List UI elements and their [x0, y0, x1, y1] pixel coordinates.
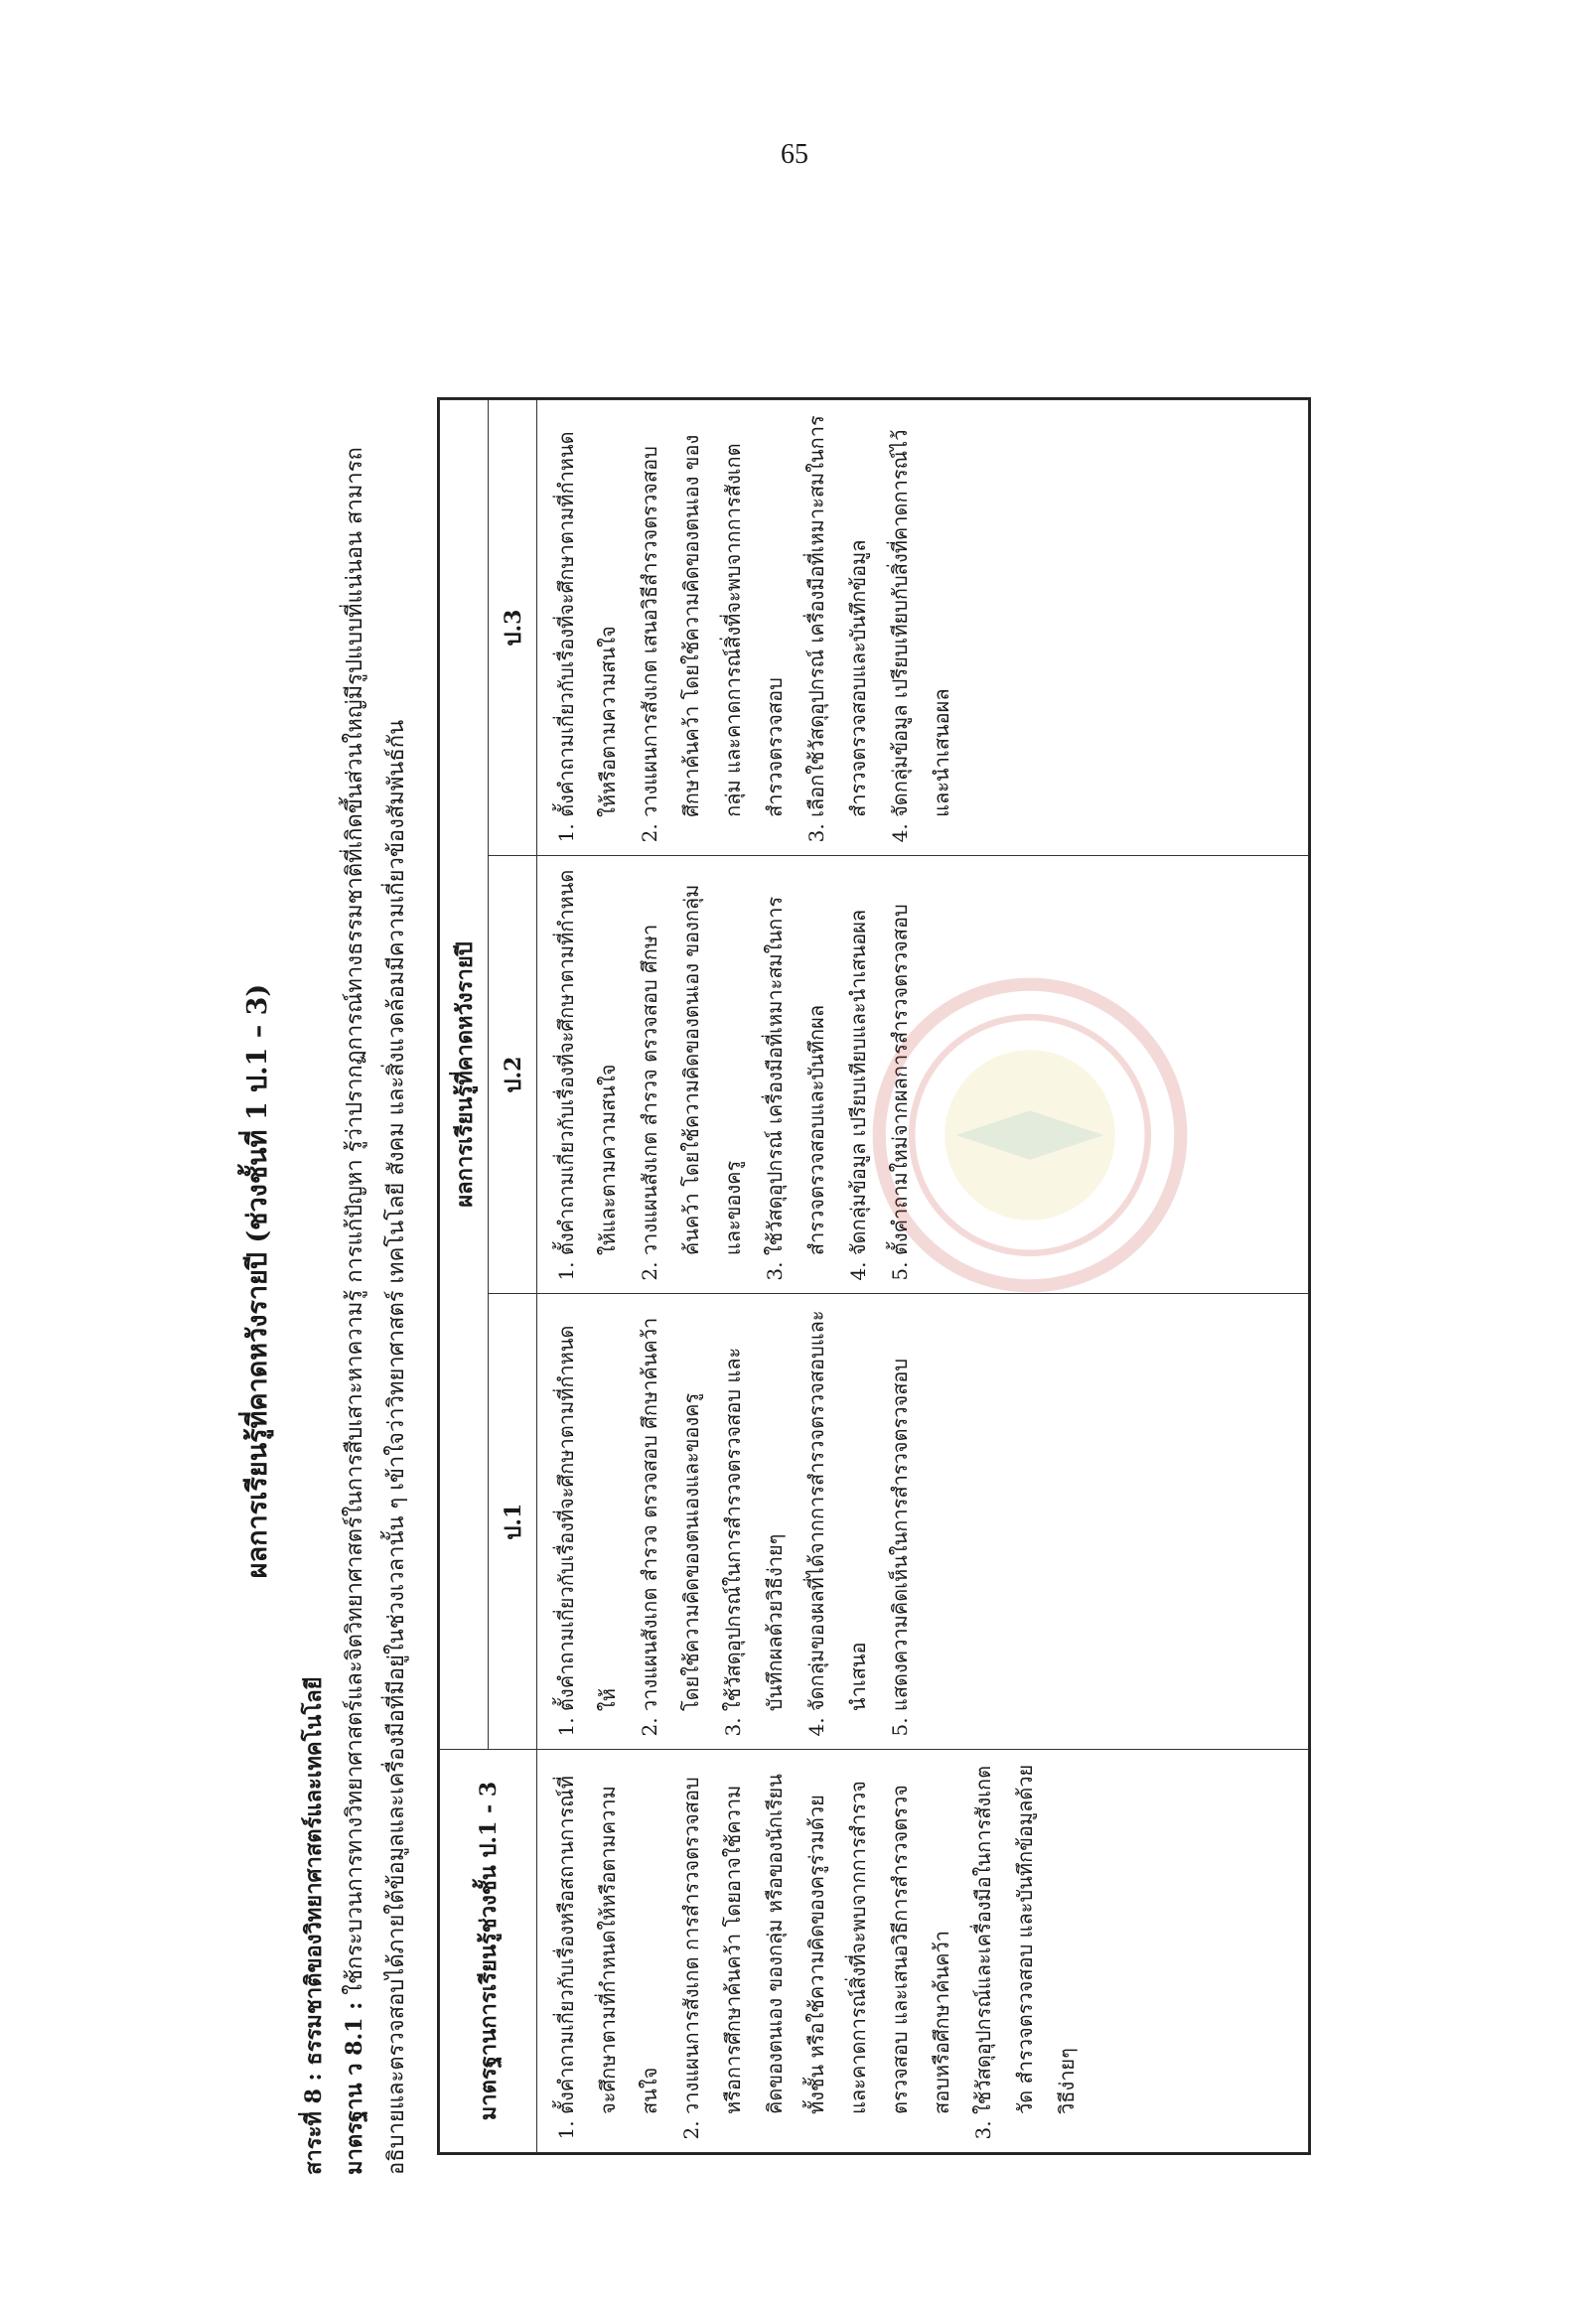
list-item: 5. ตั้งคำถามใหม่จากผลการสำรวจตรวจสอบ: [879, 866, 921, 1255]
page-number: 65: [781, 139, 808, 170]
cell-p2: [537, 855, 1309, 1293]
list-item: 1. ตั้งคำถามเกี่ยวกับเรื่องที่จะศึกษาตามที่กำหนดให้: [545, 1304, 629, 1711]
list-item: 4. จัดกลุ่มข้อมูล เปรียบเทียบกับสิ่งที่คาดการณ์ไว้และนำเสนอผล: [879, 410, 962, 817]
rotated-content: [238, 387, 1311, 2175]
header-p2: ป.2: [489, 855, 537, 1293]
header-standard: มาตรฐานการเรียนรู้ช่วงชั้น ป.1 - 3: [440, 1750, 537, 2153]
standard-text: ใช้กระบวนการทางวิทยาศาสตร์และจิตวิทยาศาสตร์ในการสืบเสาะหาความรู้ การแก้ปัญหา รู้ว่าปรากฏการณ์ทางธรรมชาติที่เกิดขึ้นส่วนใหญ่มีรูปแบบที่แน่นอน สามารถอธิบายและตรวจสอบได้ภายใต้ข้อมูลและเครื่องมือที่มีอยู่ในช่วงเวลานั้น ๆ เข้าใจว่าวิทยาศาสตร์ เทคโนโลยี สังคม และสิ่งแวดล้อมมีความเกี่ยวข้องสัมพันธ์กัน: [343, 447, 409, 2175]
page-title: ผลการเรียนรู้ที่คาดหวังรายปี (ช่วงชั้นที่ 1 ป.1 – 3): [242, 983, 273, 1579]
list-item: 2. วางแผนการสังเกต เสนอวิธีสำรวจตรวจสอบ ศึกษาค้นคว้า โดยใช้ความคิดของตนเอง ของกลุ่ม และคาดการณ์สิ่งที่จะพบจากการสังเกตสำรวจตรวจสอบ: [629, 410, 796, 817]
list-item: 2. วางแผนการสังเกต การสำรวจตรวจสอบหรือการศึกษาค้นคว้า โดยอาจใช้ความคิดของตนเอง ของกลุ่ม หรือของนักเรียนทั้งชั้น หรือใช้ความคิดของครูร่วมด้วย และคาดการณ์สิ่งที่จะพบจากการสำรวจตรวจสอบ และเสนอวิธีการสำรวจตรวจสอบหรือศึกษาค้นคว้า: [670, 1760, 962, 2114]
strand-heading: สาระที่ 8 : ธรรมชาติของวิทยาศาสตร์และเทคโนโลยี: [301, 1676, 327, 2175]
list-item: 1. ตั้งคำถามเกี่ยวกับเรื่องที่จะศึกษาตามที่กำหนดให้และตามความสนใจ: [545, 866, 629, 1255]
list-item: 2. วางแผนสังเกต สำรวจ ตรวจสอบ ศึกษาค้นคว้า โดยใช้ความคิดของตนเอง ของกลุ่มและของครู: [629, 866, 754, 1255]
cell-standard: [537, 1750, 1309, 2153]
cell-p3: [537, 400, 1309, 856]
standard-paragraph: [334, 387, 418, 2175]
list-item: 2. วางแผนสังเกต สำรวจ ตรวจสอบ ศึกษาค้นคว้า โดยใช้ความคิดของตนเองและของครู: [629, 1304, 712, 1711]
list-item: 4. จัดกลุ่มของผลที่ได้จากการสำรวจตรวจสอบและนำเสนอ: [796, 1304, 879, 1711]
header-p1: ป.1: [489, 1294, 537, 1750]
list-item: 3. ใช้วัสดุอุปกรณ์ เครื่องมือที่เหมาะสมในการสำรวจตรวจสอบและบันทึกผล: [754, 866, 837, 1255]
header-p3: ป.3: [489, 400, 537, 856]
header-group: ผลการเรียนรู้ที่คาดหวังรายปี: [440, 400, 489, 1750]
list-item: 3. ใช้วัสดุอุปกรณ์ในการสำรวจตรวจสอบ และบันทึกผลด้วยวิธีง่ายๆ: [712, 1304, 796, 1711]
list-item: 4. จัดกลุ่มข้อมูล เปรียบเทียบและนำเสนอผล: [837, 866, 879, 1255]
cell-p1: [537, 1294, 1309, 1750]
list-item: 3. เลือกใช้วัสดุอุปกรณ์ เครื่องมือที่เหมาะสมในการสำรวจตรวจสอบและบันทึกข้อมูล: [796, 410, 879, 817]
standard-label: มาตรฐาน ว 8.1 :: [342, 2001, 367, 2175]
list-item: 5. แสดงความคิดเห็นในการสำรวจตรวจสอบ: [879, 1304, 921, 1711]
list-item: 3. ใช้วัสดุอุปกรณ์และเครื่องมือในการสังเกต วัด สำรวจตรวจสอบ และบันทึกข้อมูลด้วยวิธีง่ายๆ: [962, 1760, 1088, 2114]
list-item: 1. ตั้งคำถามเกี่ยวกับเรื่องหรือสถานการณ์ที่จะศึกษาตามที่กำหนดให้หรือตามความสนใจ: [545, 1760, 670, 2114]
outcomes-table: [437, 397, 1311, 2155]
list-item: 1. ตั้งคำถามเกี่ยวกับเรื่องที่จะศึกษาตามที่กำหนดให้หรือตามความสนใจ: [545, 410, 629, 817]
